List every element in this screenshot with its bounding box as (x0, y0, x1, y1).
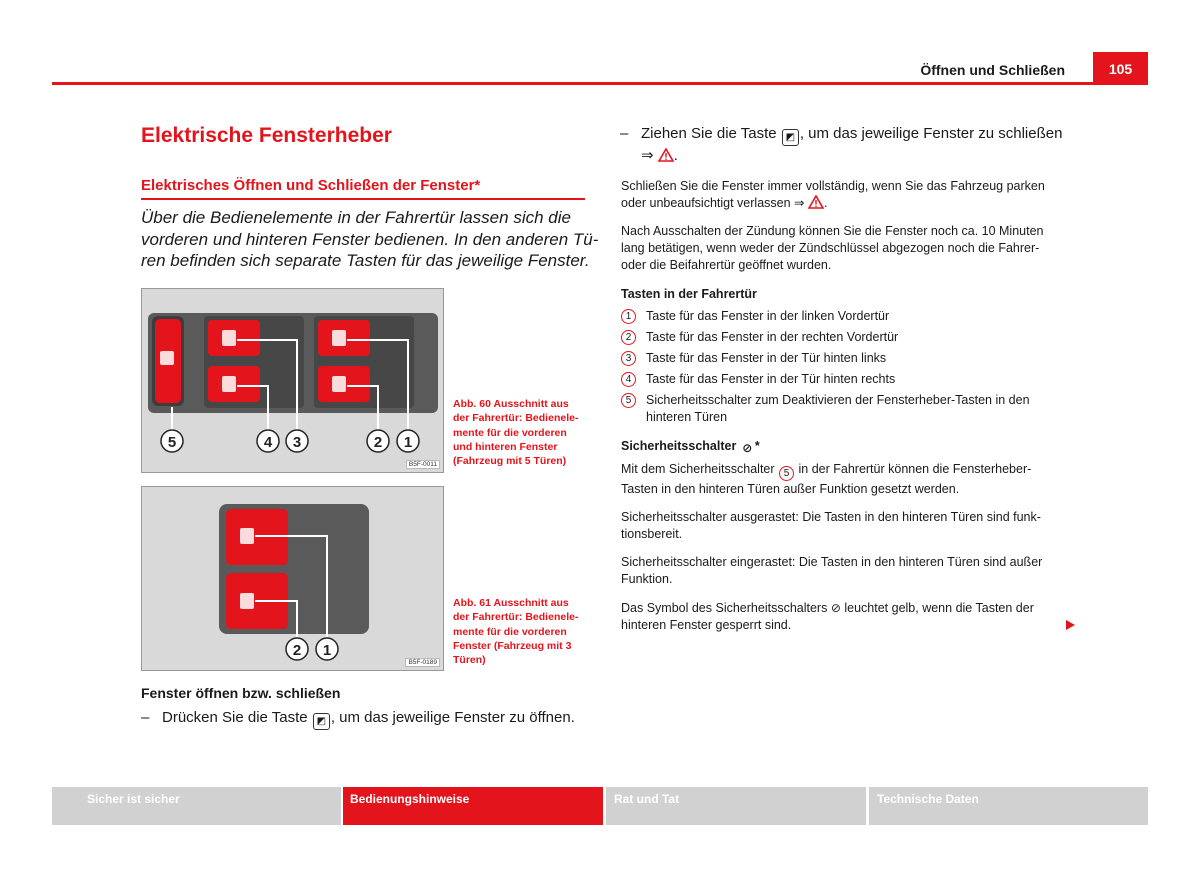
number-badge: 3 (621, 351, 636, 366)
paragraph-line: Sicherheitsschalter ausgerastet: Die Tasten in den hinteren Türen sind funk- (621, 510, 1041, 524)
safety-switch-icon: ⊘ (742, 441, 753, 455)
list-item (621, 308, 1030, 325)
paragraph-safety-switch (621, 461, 1031, 498)
caption-line: der Fahrertür: Bedienele- (453, 611, 579, 624)
list-item-text: Taste für das Fenster in der rechten Vordertür (646, 330, 899, 344)
caption-line: Abb. 61 Ausschnitt aus (453, 597, 569, 609)
caption-line: Türen) (453, 654, 486, 667)
caption-line: der Fahrertür: Bedienele- (453, 412, 579, 425)
open-window-step (141, 708, 575, 730)
footer-tab-technische-daten[interactable]: Technische Daten (869, 787, 1148, 825)
callout-label: 2 (292, 642, 302, 659)
paragraph-line: oder die Beifahrertür geöffnet wurden. (621, 258, 832, 272)
footer-tab-sicher[interactable]: Sicher ist sicher (52, 787, 341, 825)
reference-arrow: ⇒ (641, 147, 654, 164)
step-text: Drücken Sie die Taste (162, 709, 308, 726)
caption-line: Fenster (Fahrzeug mit 3 (453, 639, 572, 652)
paragraph-switch-released (621, 509, 1041, 543)
paragraph-line: . (823, 196, 828, 210)
figure-5-door-switches (141, 288, 444, 473)
page-number: 105 (1093, 52, 1148, 85)
warning-icon (658, 148, 674, 162)
window-switch-icon: ◩ (782, 129, 799, 146)
safety-switch-icon: ⊘ (830, 601, 841, 615)
paragraph-line: lang betätigen, wenn weder der Zündschlüssel abgezogen noch die Fahrer- (621, 241, 1040, 255)
switch-panel-illustration (142, 487, 443, 670)
number-badge: 1 (621, 309, 636, 324)
intro-line: Über die Bedienelemente in der Fahrertür lassen sich die (141, 208, 571, 227)
figure-code: B5F-0189 (405, 658, 440, 667)
step-text: , um das jeweilige Fenster zu öffnen. (330, 709, 575, 726)
number-badge: 4 (621, 372, 636, 387)
step-text: . (673, 147, 678, 164)
paragraph-line: Das Symbol des Sicherheitsschalters (621, 601, 828, 615)
paragraph-line: leuchtet gelb, wenn die Tasten der (844, 601, 1034, 615)
button-legend-list (621, 308, 1030, 430)
paragraph-line: oder unbeaufsichtigt verlassen ⇒ (621, 196, 805, 210)
callout-label: 1 (322, 642, 332, 659)
paragraph-line: in der Fahrertür können die Fensterheber- (798, 462, 1032, 476)
header-rule (52, 82, 1148, 85)
warning-icon (808, 195, 824, 209)
number-badge: 5 (621, 393, 636, 408)
step-dash: – (141, 709, 150, 726)
list-item-text: hinteren Türen (646, 410, 728, 424)
figure-code: B5F-0011 (406, 460, 440, 469)
number-badge: 2 (621, 330, 636, 345)
step-text: , um das jeweilige Fenster zu schließen (799, 125, 1063, 142)
subsection-heading: Elektrisches Öffnen und Schließen der Fenster* (141, 177, 481, 194)
footer-tab-bedienungshinweise[interactable]: Bedienungshinweise (343, 787, 603, 825)
tasten-heading: Tasten in der Fahrertür (621, 287, 757, 301)
list-item (621, 371, 1030, 388)
figure-caption (453, 397, 593, 468)
intro-text (141, 207, 599, 272)
step-text: Ziehen Sie die Taste (641, 125, 777, 142)
callout-label: 4 (263, 434, 273, 451)
callout-label: 2 (373, 434, 383, 451)
heading-text: Sicherheitsschalter (621, 439, 737, 453)
footer-tab-rat-und-tat[interactable]: Rat und Tat (606, 787, 866, 825)
paragraph-line: Sicherheitsschalter eingerastet: Die Tasten in den hinteren Türen sind außer (621, 555, 1043, 569)
running-header-title: Öffnen und Schließen (920, 62, 1065, 78)
callout-label: 5 (167, 434, 177, 451)
list-item-text: Sicherheitsschalter zum Deaktivieren der Fensterheber-Tasten in den (646, 393, 1030, 407)
caption-line: und hinteren Fenster (453, 440, 558, 453)
heading-text: * (754, 439, 760, 453)
caption-line: Abb. 60 Ausschnitt aus (453, 398, 569, 410)
paragraph-ignition-off (621, 223, 1044, 274)
close-window-step (620, 124, 1062, 166)
switch-panel-illustration (142, 289, 443, 472)
intro-line: vorderen und hinteren Fenster bedienen. In den anderen Tü- (141, 229, 599, 249)
list-item (621, 329, 1030, 346)
paragraph-close-windows (621, 178, 1045, 212)
subsection-rule (141, 198, 585, 200)
callout-label: 1 (403, 434, 413, 451)
paragraph-line: Schließen Sie die Fenster immer vollständig, wenn Sie das Fahrzeug parken (621, 179, 1045, 193)
figure-caption (453, 596, 593, 667)
paragraph-line: Funktion. (621, 572, 673, 586)
step-dash: – (620, 125, 629, 142)
list-item-text: Taste für das Fenster in der linken Vordertür (646, 309, 890, 323)
figure-3-door-switches (141, 486, 444, 671)
paragraph-line: Mit dem Sicherheitsschalter (621, 462, 775, 476)
safety-switch-heading (621, 439, 760, 456)
caption-line: mente für die vorderen (453, 625, 567, 638)
caption-line: (Fahrzeug mit 5 Türen) (453, 455, 567, 468)
caption-line: mente für die vorderen (453, 426, 567, 439)
paragraph-line: hinteren Fenster gesperrt sind. (621, 618, 792, 632)
continue-arrow-icon (1066, 620, 1075, 630)
paragraph-line: Nach Ausschalten der Zündung können Sie die Fenster noch ca. 10 Minuten (621, 224, 1044, 238)
paragraph-line: Tasten in den hinteren Türen außer Funktion gesetzt werden. (621, 482, 960, 496)
paragraph-line: tionsbereit. (621, 527, 683, 541)
open-close-subheading: Fenster öffnen bzw. schließen (141, 685, 341, 701)
section-heading: Elektrische Fensterheber (141, 124, 392, 147)
callout-label: 3 (292, 434, 302, 451)
list-item (621, 392, 1030, 426)
paragraph-switch-engaged (621, 554, 1042, 588)
list-item (621, 350, 1030, 367)
window-switch-icon: ◩ (313, 713, 330, 730)
list-item-text: Taste für das Fenster in der Tür hinten links (646, 351, 887, 365)
number-badge: 5 (779, 466, 794, 481)
paragraph-symbol (621, 600, 1034, 634)
list-item-text: Taste für das Fenster in der Tür hinten rechts (646, 372, 896, 386)
intro-line: ren befinden sich separate Tasten für das jeweilige Fenster. (141, 251, 590, 270)
